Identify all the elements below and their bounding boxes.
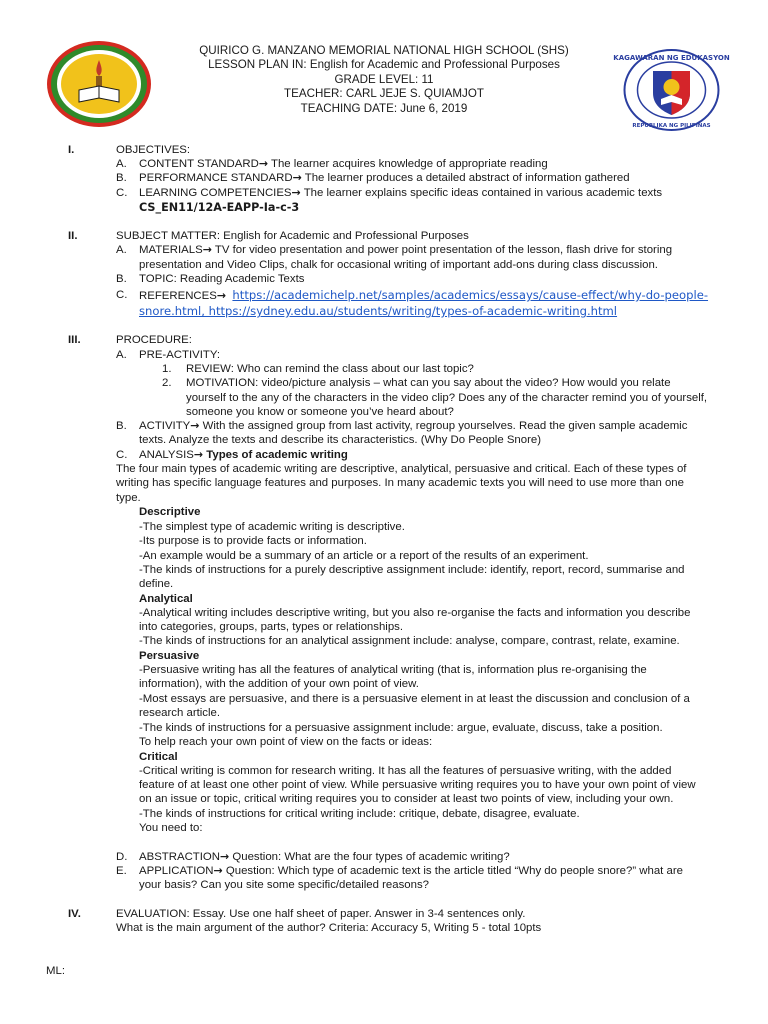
learning-competencies: LEARNING COMPETENCIES→ The learner explains specific ideas contained in various academic texts — [139, 186, 663, 199]
list-letter: B. — [116, 172, 127, 184]
list-letter: D. — [116, 851, 128, 863]
descriptive-text: -The simplest type of academic writing is descriptive. — [139, 521, 405, 533]
list-letter: B. — [116, 420, 127, 432]
grade-level: GRADE LEVEL: 11 — [334, 72, 434, 86]
critical-text: -The kinds of instructions for critical writing include: critique, debate, disagree, evaluate. — [139, 808, 580, 820]
lesson-plan-title: LESSON PLAN IN: English for Academic and Professional Purposes — [208, 58, 560, 72]
teaching-date: TEACHING DATE: June 6, 2019 — [300, 101, 468, 115]
application: APPLICATION→ Question: Which type of academic text is the article titled “Why do people snore?” what are — [139, 864, 683, 877]
persuasive-heading: Persuasive — [139, 650, 200, 662]
deped-seal-logo — [613, 49, 730, 131]
descriptive-text: define. — [139, 578, 174, 590]
critical-text: on an issue or topic, critical writing requires you to consider at least two points of view, including your own. — [139, 793, 674, 805]
analysis: ANALYSIS→ Types of academic writing — [139, 448, 348, 461]
activity: ACTIVITY→ With the assigned group from last activity, regroup yourselves. Read the given sample academic — [139, 419, 688, 432]
list-number: 1. — [162, 363, 172, 375]
persuasive-text: To help reach your own point of view on the facts or ideas: — [139, 736, 433, 748]
analysis-intro: The four main types of academic writing are descriptive, analytical, persuasive and critical. Each of these types of — [116, 463, 687, 475]
arrow-icon: → — [213, 864, 223, 877]
persuasive-text: research article. — [139, 707, 221, 719]
arrow-icon: → — [190, 419, 200, 432]
list-letter: A. — [116, 158, 127, 170]
persuasive-text: -The kinds of instructions for a persuasive assignment include: argue, evaluate, discuss, take a position. — [139, 722, 663, 734]
analytical-text: into categories, groups, parts, types or relationships. — [139, 621, 404, 633]
critical-text: feature of at least one other point of view. While persuasive writing requires you to have your own point of view — [139, 779, 696, 791]
reference-link[interactable]: snore.html, https://sydney.edu.au/students/writing/types-of-academic-writing.html — [139, 304, 618, 318]
descriptive-text: -Its purpose is to provide facts or information. — [139, 535, 367, 547]
analysis-intro: writing has specific language features and purposes. In many academic texts you will need to use more than one — [116, 477, 684, 489]
list-number: 2. — [162, 377, 172, 389]
descriptive-heading: Descriptive — [139, 506, 201, 518]
arrow-icon: → — [216, 289, 227, 302]
section-number: III. — [68, 334, 81, 346]
evaluation-heading: EVALUATION: Essay. Use one half sheet of paper. Answer in 3-4 sentences only. — [116, 908, 526, 920]
motivation: MOTIVATION: video/picture analysis – what can you say about the video? How would you relate — [186, 377, 671, 389]
objectives-heading: OBJECTIVES: — [116, 144, 191, 156]
section-number: II. — [68, 230, 78, 242]
activity-cont: texts. Analyze the texts and describe its characteristics. (Why Do People Snore) — [139, 434, 542, 446]
analytical-text: -Analytical writing includes descriptive writing, but you also re-organise the facts and information you describe — [139, 607, 691, 619]
list-letter: C. — [116, 449, 128, 461]
arrow-icon: → — [258, 157, 269, 170]
analytical-text: -The kinds of instructions for an analytical assignment include: analyse, compare, contrast, relate, examine. — [139, 635, 680, 647]
references: REFERENCES→ https://academichelp.net/samples/academics/essays/cause-effect/why-do-people- — [139, 288, 709, 302]
list-letter: C. — [116, 289, 128, 301]
abstraction: ABSTRACTION→ Question: What are the four types of academic writing? — [139, 850, 510, 863]
list-letter: A. — [116, 244, 127, 256]
application-cont: your basis? Can you site some specific/detailed reasons? — [139, 879, 429, 891]
arrow-icon: → — [220, 850, 230, 863]
school-seal-logo — [46, 40, 152, 128]
motivation-cont: yourself to the any of the characters in the video clip? Does any of the character remind you of yourself, — [186, 392, 708, 404]
subject-heading: SUBJECT MATTER: English for Academic and Professional Purposes — [116, 230, 469, 242]
document-header — [160, 44, 608, 116]
evaluation-text: What is the main argument of the author? Criteria: Accuracy 5, Writing 5 - total 10pts — [116, 922, 542, 934]
persuasive-text: information), with the addition of your own point of view. — [139, 678, 419, 690]
arrow-icon: → — [202, 243, 212, 256]
procedure-heading: PROCEDURE: — [116, 334, 192, 346]
motivation-cont: someone you know or someone you’ve heard about? — [186, 406, 454, 418]
topic: TOPIC: Reading Academic Texts — [139, 273, 305, 285]
list-letter: C. — [116, 187, 128, 199]
arrow-icon: → — [291, 186, 301, 199]
arrow-icon: → — [193, 448, 204, 461]
persuasive-text: -Persuasive writing has all the features of analytical writing (that is, information plus re-organising the — [139, 664, 647, 676]
list-letter: E. — [116, 865, 127, 877]
list-letter: B. — [116, 273, 127, 285]
analytical-heading: Analytical — [139, 593, 193, 605]
section-number: I. — [68, 144, 75, 156]
critical-text: You need to: — [139, 822, 203, 834]
review: REVIEW: Who can remind the class about our last topic? — [186, 363, 474, 375]
descriptive-text: -The kinds of instructions for a purely descriptive assignment include: identify, report, record, summarise and — [139, 564, 685, 576]
list-letter: A. — [116, 349, 127, 361]
critical-text: -Critical writing is common for research writing. It has all the features of persuasive writing, with the added — [139, 765, 672, 777]
ml-label: ML: — [46, 965, 65, 977]
reference-link[interactable]: https://academichelp.net/samples/academics/essays/cause-effect/why-do-people- — [232, 288, 709, 302]
analysis-intro: type. — [116, 492, 141, 504]
content-standard: CONTENT STANDARD→ The learner acquires knowledge of appropriate reading — [139, 157, 548, 170]
school-name: QUIRICO G. MANZANO MEMORIAL NATIONAL HIGH SCHOOL (SHS) — [199, 44, 569, 57]
teacher-name: TEACHER: CARL JEJE S. QUIAMJOT — [284, 87, 484, 101]
critical-heading: Critical — [139, 751, 178, 763]
performance-standard: PERFORMANCE STANDARD→ The learner produces a detailed abstract of information gathered — [139, 171, 630, 184]
competency-code: CS_EN11/12A-EAPP-Ia-c-3 — [139, 201, 300, 214]
deped-seal-text: KAGAWARAN NG EDUKASYON — [613, 54, 730, 62]
materials: MATERIALS→ TV for video presentation and power point presentation of the lesson, flash drive for storing — [139, 243, 673, 256]
deped-seal-text-bottom: REPUBLIKA NG PILIPINAS — [632, 123, 711, 129]
arrow-icon: → — [292, 171, 302, 184]
pre-activity: PRE-ACTIVITY: — [139, 349, 221, 361]
persuasive-text: -Most essays are persuasive, and there is a persuasive element in at least the discussion and conclusion of a — [139, 693, 690, 705]
descriptive-text: -An example would be a summary of an article or a report of the results of an experiment. — [139, 550, 589, 562]
section-number: IV. — [68, 908, 81, 920]
materials-cont: presentation and Video Clips, chalk for occasional writing of important add-ons during class discussion. — [139, 259, 658, 271]
